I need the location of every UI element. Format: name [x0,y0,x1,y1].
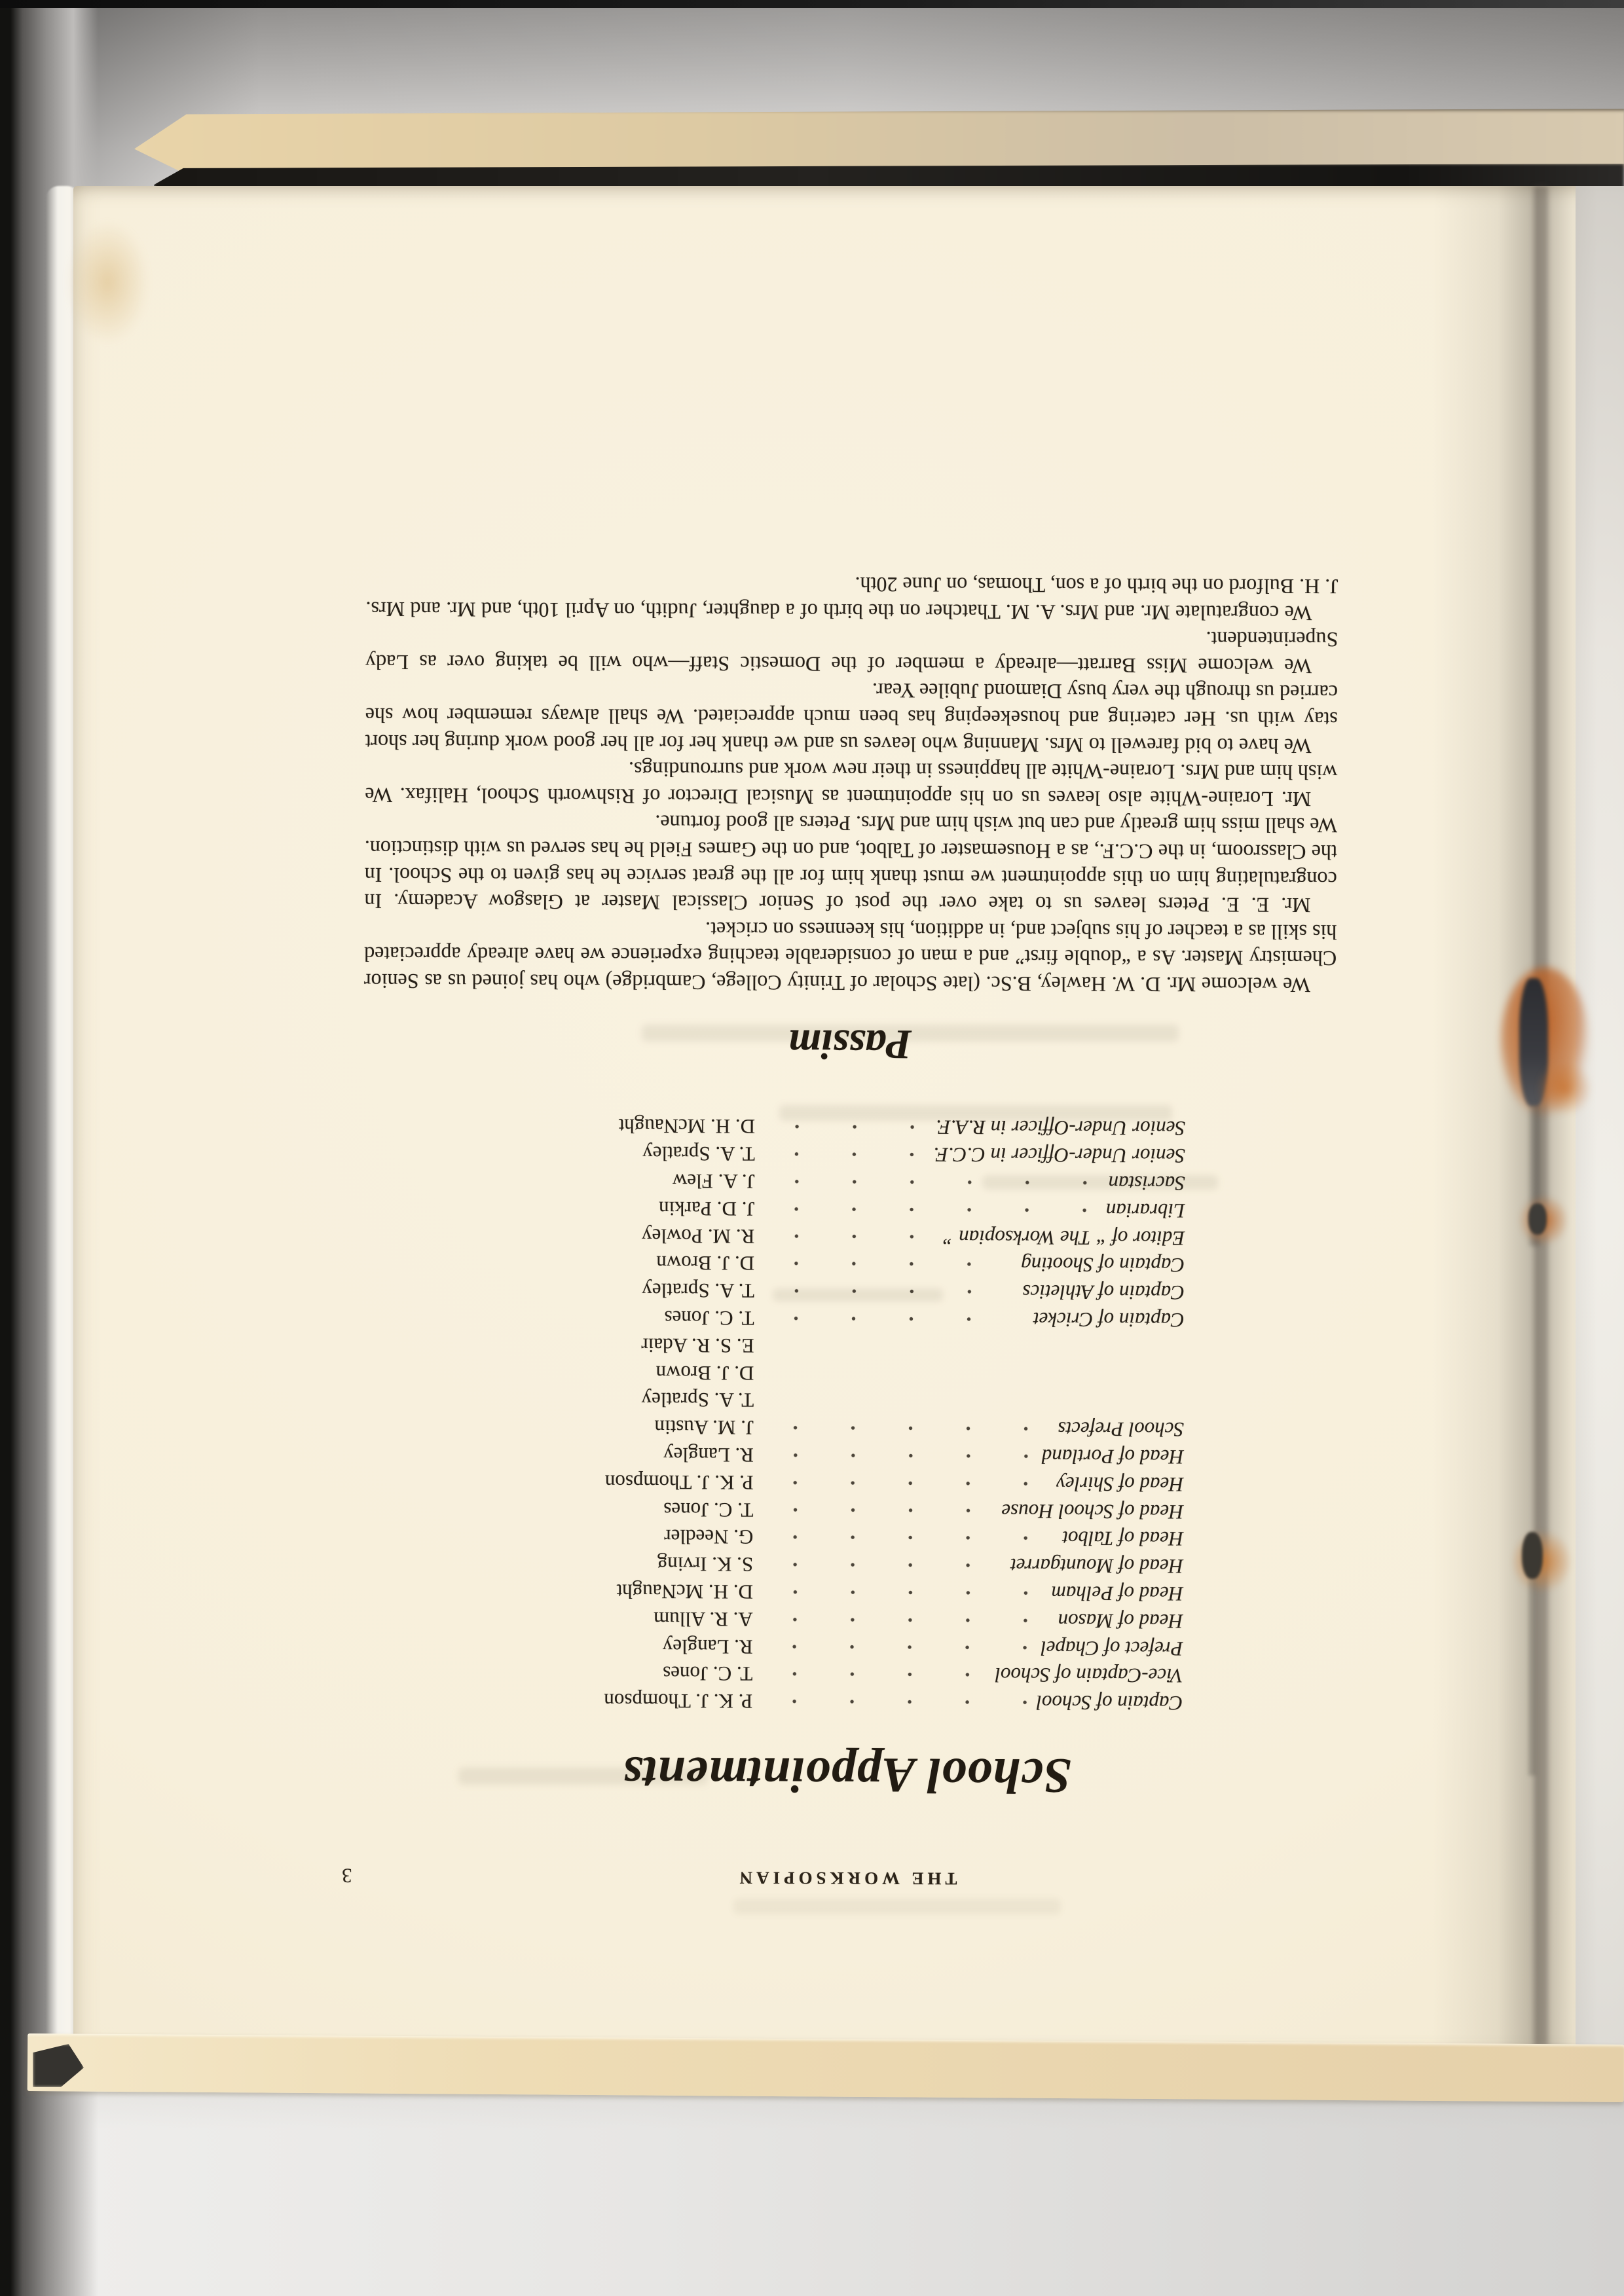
appointment-row [509,1686,1183,1717]
appointment-row [509,1659,1183,1689]
appointment-label: Head of Mountgarret [1010,1554,1184,1578]
appointment-label: Captain of Athletics [1022,1281,1185,1305]
appointments-list [361,1111,1336,1717]
body-paragraph: Mr. E. E. Peters leaves us to take over the post of Senior Classical Master at Glasgow Academy. In congratulating him on this appointment we must thank him for all the great service he has given to the School. In the Classroom, in the C.C.F., as a Housemaster of Talbot, and on the Games Field he has served us with distinction. We shall miss him greatly and can but wish him and Mrs. Peters all good fortune. [364,811,1338,918]
appointment-row [509,1550,1183,1580]
appointment-label: Senior Under-Officer in R.A.F. [935,1116,1186,1140]
appointment-name: D. J. Brown [655,1361,754,1385]
appointment-row [509,1522,1183,1552]
appointment-name: J. A. Flew [672,1169,755,1194]
passim-body [364,569,1338,998]
section-heading-passim: Passim [788,1021,912,1068]
appointment-label: Librarian [1105,1199,1185,1223]
body-paragraph: Mr. Loraine-White also leaves us on his appointment as Musical Director of Rishworth School, Halifax. We wish him and Mrs. Loraine-White all happiness in their new work and surroundings. [365,757,1338,811]
appointment-row [511,1303,1185,1334]
appointment-label: Captain of Cricket [1033,1308,1185,1332]
dot-leader [762,1551,1001,1579]
dot-leader [762,1688,1027,1717]
dot-leader [764,1277,1014,1305]
page-content [341,365,1339,1894]
appointment-label: Head of Shirley [1056,1472,1184,1496]
dot-leader [764,1140,925,1169]
appointment-row [511,1167,1185,1197]
dot-leader [763,1332,1175,1361]
appointment-name: S. K. Irving [657,1552,754,1576]
appointment-name: D. H. McNaught [618,1114,756,1139]
dot-leader [764,1195,1097,1224]
appointment-name: T. C. Jones [664,1306,754,1330]
appointment-row [509,1495,1183,1525]
rust-stain [1528,1203,1547,1235]
dot-leader [763,1387,1175,1416]
appointment-name: A. R. Allum [654,1607,753,1631]
appointment-label: Vice-Captain of School [995,1664,1183,1688]
appointment-label: Editor of “ The Worksopian ” [942,1226,1185,1250]
appointment-row [510,1331,1184,1361]
appointment-row [511,1276,1185,1306]
appointment-label: Head of Pelham [1051,1582,1183,1606]
appointment-name: D. H. McNaught [616,1580,753,1604]
dot-leader [762,1660,986,1688]
appointment-row [510,1468,1184,1498]
section-heading-school-appointments: School Appointments [622,1746,1072,1804]
appointment-label: Head of Talbot [1062,1527,1184,1551]
dot-leader [764,1222,933,1250]
appointment-name: G. Needler [664,1525,754,1549]
dot-leader [764,1304,1024,1333]
dot-leader [764,1167,1099,1196]
show-through-smudge [733,1899,1061,1914]
rust-stain-streak [1528,1579,1536,1776]
appointment-name: P. K. J. Thompson [604,1470,754,1495]
dot-leader [762,1496,992,1524]
appointment-label: Head of Mason [1058,1609,1183,1633]
appointment-row [511,1194,1185,1224]
dot-leader [762,1605,1049,1634]
appointment-row [510,1413,1184,1443]
appointment-row [511,1112,1185,1142]
dot-leader [763,1414,1049,1443]
appointment-name: E. S. R. Adair [641,1334,754,1358]
appointment-label: Head of School House [1001,1499,1184,1523]
appointment-name: D. J. Brown [656,1252,755,1275]
appointment-name: T. A. Spratley [642,1279,754,1303]
scan-edge-top [0,0,1624,8]
body-paragraph: We welcome Miss Barratt—already a member of the Domestic Staff—who will be taking over as Lady Superintendent. [365,627,1338,678]
appointment-name: R. M. Powley [641,1224,755,1248]
body-paragraph: We have to bid farewell to Mrs. Manning who leaves us and we thank her for all her good work during her short stay with us. Her catering and housekeeping has been much appreciated. We shall always remember how she carried us through the very busy Diamond Jubilee Year. [365,679,1338,758]
dot-leader [762,1523,1053,1552]
page-stain [65,220,149,344]
appointment-label: Head of Portland [1041,1445,1184,1469]
dot-leader [764,1113,927,1141]
appointment-row [509,1631,1183,1662]
dot-leader [762,1633,1031,1662]
appointment-name: J. D. Parkin [659,1197,755,1221]
appointment-label: Captain of Shooting [1021,1253,1185,1277]
appointment-name: P. K. J. Thompson [604,1689,753,1713]
appointment-row [510,1440,1184,1470]
appointment-row [510,1385,1184,1415]
appointment-name: R. Langley [663,1443,754,1467]
appointment-label: Sacristan [1108,1171,1185,1195]
rust-stain [1539,1058,1590,1118]
dot-leader [763,1468,1048,1497]
dot-leader [763,1441,1033,1470]
appointment-name: T. A. Spratley [642,1142,755,1166]
rust-stain [1522,1532,1543,1579]
dot-leader [763,1359,1175,1389]
appointment-label: Prefect of Chapel [1040,1636,1183,1660]
body-paragraph: We welcome Mr. D. W. Hawley, B.Sc. (late Scholar of Trinity College, Cambridge) who has joined us as Senior Chemistry Master. As a “double first” and a man of considerable teaching experience we have already appreciated his skill as a teacher of his subject and, in addition, his keenness on cricket. [363,917,1337,998]
appointment-row [511,1139,1185,1169]
appointment-row [509,1577,1183,1607]
appointment-row [511,1248,1185,1279]
appointment-name: R. Langley [662,1635,753,1658]
appointment-name: T. A. Spratley [641,1388,754,1412]
body-paragraph: We congratulate Mr. and Mrs. A. M. Thatcher on the birth of a daughter, Judith, on April 10th, and Mr. and Mrs. J. H. Bulford on the birth of a son, Thomas, on June 20th. [365,573,1338,625]
appointment-row [509,1605,1183,1635]
masthead: THE WORKSOPIAN [735,1868,957,1889]
appointment-label: School Prefects [1058,1417,1185,1442]
appointment-label: Captain of School [1036,1691,1183,1715]
appointment-row [510,1358,1184,1388]
appointment-name: T. C. Jones [663,1662,753,1686]
running-header [341,1864,1333,1890]
appointment-name: T. C. Jones [663,1498,754,1522]
dot-leader [764,1250,1012,1278]
appointment-row [511,1221,1185,1251]
appointment-label: Senior Under-Officer in C.C.F. [933,1143,1185,1168]
appointment-name: J. M. Austin [654,1415,754,1440]
page-number: 3 [341,1864,352,1887]
dot-leader [762,1578,1043,1607]
page-stack-edge-bottom [28,2033,1624,2102]
